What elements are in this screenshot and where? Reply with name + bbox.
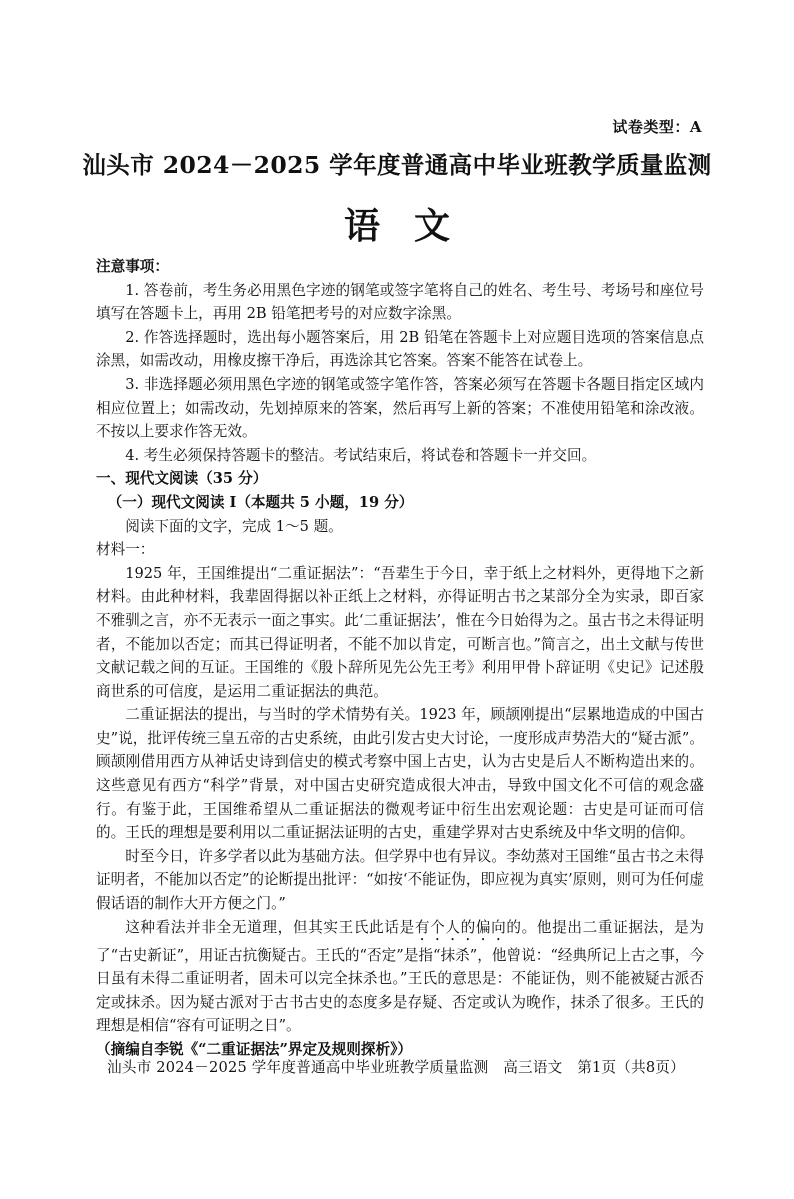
- paragraph-4-rest: 的。他提出二重证据法，是为了“古史新证”，用证古抗衡疑古。王氏的“否定”是指“抹杀”，他曾说：“经典所记上古之事，今日虽有未得二重证明者，固未可以完全抹杀也。”王氏的意思是：不能证伪，则不能被疑古派否定或抹杀。因为疑古派对于古书古史的态度多是存疑、否定或认为晚作，抹杀了很多。王氏的理想是相信“容有可证明之日”。: [96, 918, 704, 1035]
- passage-source: （摘编自李锐《“二重证据法”界定及规则探析》）: [96, 1041, 412, 1058]
- exam-content: [96, 255, 704, 1062]
- notice-item-1: 1. 答卷前，考生务必用黑色字迹的钢笔或签字笔将自己的姓名、考生号、考场号和座位号填写在答题卡上，再用 2B 铅笔把考号的对应数字涂黑。: [96, 281, 704, 323]
- notice-item-4: 4. 考生必须保持答题卡的整洁。考试结束后，将试卷和答题卡一并交回。: [125, 446, 597, 464]
- notice-item-3: 3. 非选择题必须用黑色字迹的钢笔或签字笔作答，答案必须写在答题卡各题目指定区域内相应位置上；如需改动，先划掉原来的答案，然后再写上新的答案；不准使用铅笔和涂改液。不按以上要求作答无效。: [96, 375, 704, 441]
- passage-paragraph-1: 1925 年，王国维提出“二重证据法”：“吾辈生于今日，幸于纸上之材料外，更得地下之新材料。由此种材料，我辈固得据以补正纸上之材料，亦得证明古书之某部分全为实录，即百家不雅驯之言，亦不无表示一面之事实。此‘二重证据法’，惟在今日始得为之。虽古书之未得证明者，不能加以否定；而其已得证明者，不能不加以肯定，可断言也。”简言之，出土文献与传世文献记载之间的互证。王国维的《殷卜辞所见先公先王考》利用甲骨卜辞证明《史记》记述殷商世系的可信度，是运用二重证据法的典范。: [96, 564, 704, 700]
- reading-instruction: 阅读下面的文字，完成 1～5 题。: [125, 517, 343, 535]
- notice-item-2: 2. 作答选择题时，选出每小题答案后，用 2B 铅笔在答题卡上对应题目选项的答案信息点涂黑，如需改动，用橡皮擦干净后，再选涂其它答案。答案不能答在试卷上。: [96, 328, 704, 370]
- notice-heading: 注意事项：: [96, 258, 169, 275]
- page-footer: 汕头市 2024－2025 学年度普通高中毕业班教学质量监测 高三语文 第1页（共8页）: [107, 1059, 685, 1076]
- section-title: 一、现代文阅读（35 分）: [96, 470, 268, 488]
- subject-title: 语文: [343, 205, 484, 247]
- emphasized-phrase: 有个人的偏向: [414, 918, 507, 936]
- exam-title: 汕头市 2024－2025 学年度普通高中毕业班教学质量监测: [82, 151, 712, 179]
- material-label: 材料一：: [96, 541, 155, 559]
- subsection-title: （一）现代文阅读 I（本题共 5 小题，19 分）: [107, 493, 414, 511]
- passage-paragraph-3: 时至今日，许多学者以此为基础方法。但学界中也有异议。李幼蒸对王国维“虽古书之未得证明者，不能加以否定”的论断提出批评：“如按‘不能证伪，即应视为真实’原则，则可为任何虚假话语的制作大开方便之门。”: [96, 847, 704, 913]
- passage-paragraph-2: 二重证据法的提出，与当时的学术情势有关。1923 年，顾颉刚提出“层累地造成的中国古史”说，批评传统三皇五帝的古史系统，由此引发古史大讨论，一度形成声势浩大的“疑古派”。顾颉刚借用西方从神话史诗到信史的模式考察中国上古史，认为古史是后人不断构造出来的。这些意见有西方“科学”背景，对中国古史研究造成很大冲击，导致中国文化不可信的观念盛行。有鉴于此，王国维希望从二重证据法的微观考证中衍生出宏观论题：古史是可证而可信的。王氏的理想是要利用以二重证据法证明的古史，重建学界对古史系统及中华文明的信仰。: [96, 706, 704, 842]
- passage-paragraph-4: [96, 916, 704, 1038]
- paper-type-label: 试卷类型：A: [612, 118, 702, 136]
- paragraph-4-lead: 这种看法并非全无道理，但其实王氏此话是: [125, 918, 415, 936]
